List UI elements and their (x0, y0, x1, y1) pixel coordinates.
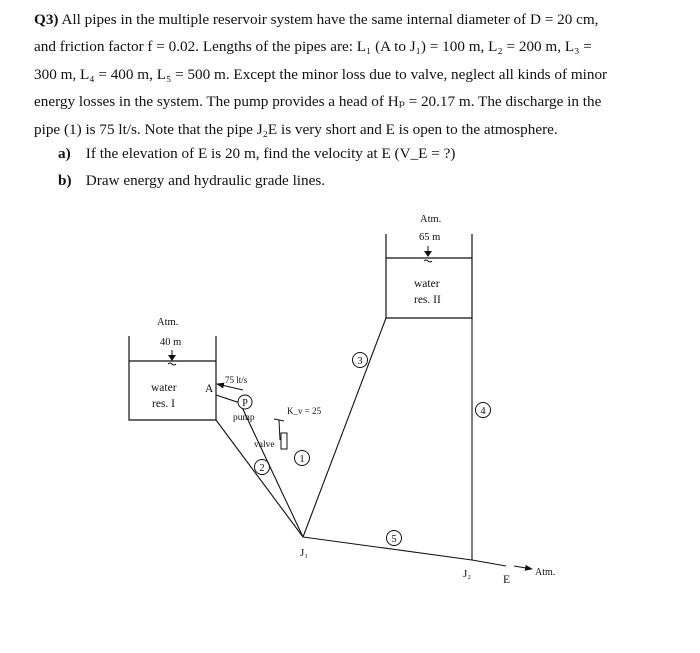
reservoir-1 (129, 317, 216, 420)
question-line-4: energy losses in the system. The pump provides a head of Hₚ = 20.17 m. The discharge in the (34, 93, 602, 111)
part-a-label: a) (58, 145, 71, 162)
question-line-3: 300 m, L₄ = 400 m, L₅ = 500 m. Except the minor loss due to valve, neglect all kinds of minor (34, 65, 608, 83)
reservoir-2-water-level-icon (424, 246, 432, 262)
reservoir-2 (386, 214, 472, 318)
pipe-j2e-line (472, 560, 506, 566)
reservoir-1-atm: Atm. (157, 317, 179, 328)
reservoir-1-name-2: res. I (152, 398, 175, 410)
valve-icon (281, 433, 287, 449)
pipe-5-line (303, 537, 472, 560)
pump-symbol: P (242, 398, 248, 409)
pipe-3-label: 3 (357, 356, 363, 367)
junction-2-label: J₂ (463, 568, 472, 580)
pipe-2-label: 2 (259, 463, 265, 474)
outlet-arrow (514, 566, 532, 569)
pipe-5-label: 5 (391, 534, 397, 545)
pump (233, 395, 255, 423)
valve-stem (279, 420, 280, 440)
pipe-4-marker (476, 403, 491, 418)
outlet-atm-label: Atm. (535, 567, 556, 578)
question-line-1-text: All pipes in the multiple reservoir system have the same internal diameter of D = 20 cm, (61, 11, 599, 28)
pipe-3-line (303, 318, 386, 537)
flow-label: 75 lt/s (225, 375, 248, 385)
junction-1-label: J₁ (300, 547, 309, 559)
valve-label: valve (254, 440, 275, 450)
reservoir-1-elevation: 40 m (160, 337, 182, 348)
reservoir-2-name-2: res. II (414, 294, 441, 306)
pump-label: pump (233, 413, 255, 423)
part-a-text: If the elevation of E is 20 m, find the velocity at E (V_E = ?) (85, 145, 456, 162)
part-b-label: b) (58, 172, 72, 190)
pipe-2-line (216, 420, 303, 537)
pipe-3-marker (353, 353, 368, 368)
reservoir-2-elevation: 65 m (419, 232, 441, 243)
point-a-label: A (205, 383, 214, 395)
outlet-e-label: E (503, 574, 511, 586)
valve (254, 406, 322, 450)
part-b-text: Draw energy and hydraulic grade lines. (85, 172, 326, 190)
pipe-5-marker (387, 531, 402, 546)
question-line-2: and friction factor f = 0.02. Lengths of the pipes are: L₁ (A to J₁) = 100 m, L₂ = 200 m, L₃ = (34, 38, 592, 56)
pipe-1-label: 1 (299, 454, 305, 465)
reservoir-1-water-level-icon (168, 350, 176, 365)
pipe-1-marker (295, 451, 310, 466)
reservoir-2-name-1: water (414, 278, 440, 290)
question-line-5: pipe (1) is 75 lt/s. Note that the pipe J₂E is very short and E is open to the atmosphere. (34, 120, 558, 138)
question-number: Q3) (34, 11, 59, 28)
pipe-2-marker (255, 460, 270, 475)
reservoir-1-name-1: water (151, 382, 177, 394)
pipe-4-label: 4 (480, 406, 486, 417)
valve-kv-label: K_v = 25 (287, 406, 322, 416)
reservoir-2-atm: Atm. (420, 214, 442, 225)
